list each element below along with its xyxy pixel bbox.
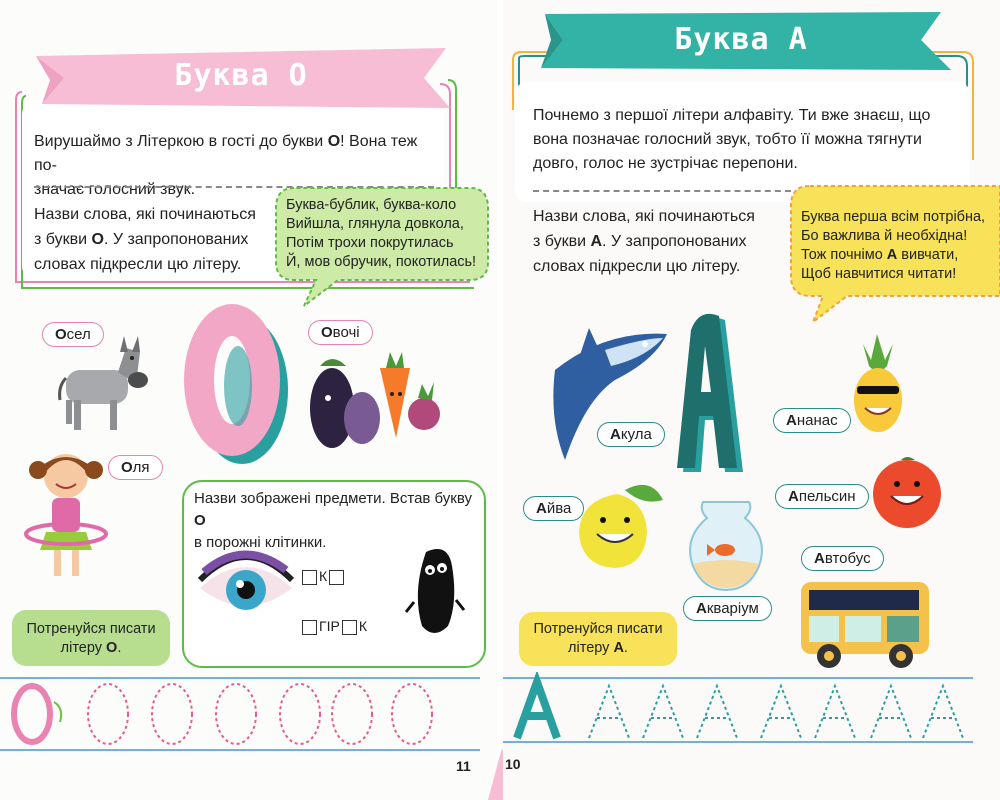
right-page [503, 0, 1000, 800]
word-rest: ля [132, 459, 150, 476]
word-first-letter: А [610, 426, 621, 443]
word-rest: втобус [824, 550, 871, 567]
right-poem [801, 208, 1000, 284]
word-first-letter: А [788, 488, 799, 505]
word-first-letter: А [696, 600, 707, 617]
eye-illustration [194, 548, 298, 628]
left-intro-line2: значає голосний звук. [34, 181, 196, 198]
big-letter-a [669, 312, 759, 478]
exercise-letter: О [194, 512, 206, 529]
left-page [0, 0, 497, 800]
letter-cell[interactable] [302, 620, 317, 635]
left-intro-letter: О [327, 133, 341, 150]
word-label-akula [597, 422, 665, 447]
left-poem [286, 196, 491, 272]
letter-cell[interactable] [342, 620, 357, 635]
right-task-line2-prefix: з букви [533, 233, 591, 250]
exercise-word1 [300, 564, 346, 588]
exercise-word2-part1: ГІР [319, 618, 340, 634]
pineapple-illustration [843, 330, 913, 440]
vegetables-illustration [306, 348, 486, 458]
right-intro-line: довго, голос не зустрічає перепони. [533, 155, 798, 172]
word-rest: кваріум [706, 600, 759, 617]
practice-line2-prefix: літеру [60, 640, 107, 656]
word-first-letter: О [55, 326, 67, 343]
word-first-letter: А [814, 550, 825, 567]
word-label-akvarium [683, 596, 772, 621]
practice-line1: Потренуйся писати [26, 621, 156, 637]
left-poem-line: Буква-бублик, буква-коло [286, 197, 457, 213]
practice-text [12, 620, 170, 658]
left-intro-line1-end: ! Вона теж по- [34, 133, 418, 174]
word-rest: вочі [332, 324, 360, 341]
right-intro [533, 104, 973, 176]
bean-character-illustration [404, 542, 474, 642]
exercise-word2-part2: К [358, 618, 367, 634]
practice-letter: А [613, 640, 624, 656]
right-title: Буква А [674, 22, 808, 57]
fishbowl-illustration [683, 494, 769, 594]
word-first-letter: О [321, 324, 333, 341]
left-poem-line: Й, мов обручик, покотилась! [286, 254, 477, 270]
exercise-line1: Назви зображені предмети. Встав букву [194, 490, 473, 507]
right-divider [533, 190, 801, 192]
right-task-line2-suffix: . У запропонованих [602, 233, 747, 250]
right-poem-line: Щоб навчитися читати! [801, 266, 957, 282]
right-poem-line3-prefix: Тож почнімо [801, 247, 887, 263]
right-poem-line3-suffix: вивчати, [897, 247, 959, 263]
left-task-line1: Назви слова, які починаються [34, 206, 256, 223]
right-task [533, 204, 793, 279]
left-task [34, 202, 274, 277]
donkey-illustration [56, 326, 156, 436]
right-poem-line: Буква перша всім потрібна, [801, 209, 986, 225]
exercise-word2 [300, 614, 367, 638]
right-poem-line: Бо важлива й необхідна! [801, 228, 968, 244]
word-label-ovochi [308, 320, 373, 345]
word-rest: сел [66, 326, 91, 343]
left-poem-line: Вийшла, глянула довкола, [286, 216, 464, 232]
left-poem-line: Потім трохи покрутилась [286, 235, 454, 251]
quince-illustration [565, 470, 675, 580]
practice-line2-prefix: літеру [568, 640, 614, 656]
practice-line2-suffix: . [623, 640, 628, 656]
left-task-line2-suffix: . У запропонованих [103, 231, 249, 248]
right-intro-line: Почнемо з першої літери алфавіту. Ти вже знаєш, що [533, 107, 931, 124]
girl-illustration [18, 446, 118, 581]
word-label-ananas [773, 408, 851, 433]
word-rest: кула [620, 426, 652, 443]
big-letter-o [176, 300, 296, 470]
letter-cell[interactable] [329, 570, 344, 585]
word-first-letter: А [536, 500, 547, 517]
word-first-letter: О [121, 459, 133, 476]
letter-cell[interactable] [302, 570, 317, 585]
practice-letter: О [106, 640, 118, 656]
left-task-line3: словах підкресли цю літеру. [34, 256, 242, 273]
word-rest: нанас [796, 412, 838, 429]
left-task-line2-prefix: з букви [34, 231, 92, 248]
practice-line1: Потренуйся писати [533, 621, 663, 637]
left-title: Буква О [174, 58, 308, 93]
left-task-letter: О [91, 231, 104, 248]
orange-illustration [867, 452, 947, 532]
practice-line2-suffix: . [117, 640, 122, 656]
right-task-line1: Назви слова, які починаються [533, 208, 755, 225]
left-tracing-area [0, 672, 497, 762]
left-intro-line1: Вирушаймо з Літеркою в гості до букви [34, 133, 328, 150]
right-intro-line: вона позначає голосний звук, тобто її можна тягнути [533, 131, 922, 148]
right-tracing-area [503, 672, 1000, 762]
word-first-letter: А [786, 412, 797, 429]
left-page-number: 11 [456, 758, 471, 774]
right-poem-line [801, 246, 1000, 265]
exercise-word1-part: К [319, 568, 328, 584]
exercise-line2: в порожні клітинки. [194, 534, 327, 551]
right-page-number: 10 [505, 756, 521, 772]
right-task-letter: А [590, 233, 603, 250]
word-label-avtobus [801, 546, 884, 571]
right-poem-letter: А [886, 247, 898, 263]
right-task-line3: словах підкресли цю літеру. [533, 258, 741, 275]
word-rest: пельсин [798, 488, 856, 505]
practice-text [519, 620, 677, 658]
word-label-apelsyn [775, 484, 869, 509]
word-rest: йва [546, 500, 572, 517]
bus-illustration [795, 576, 935, 672]
